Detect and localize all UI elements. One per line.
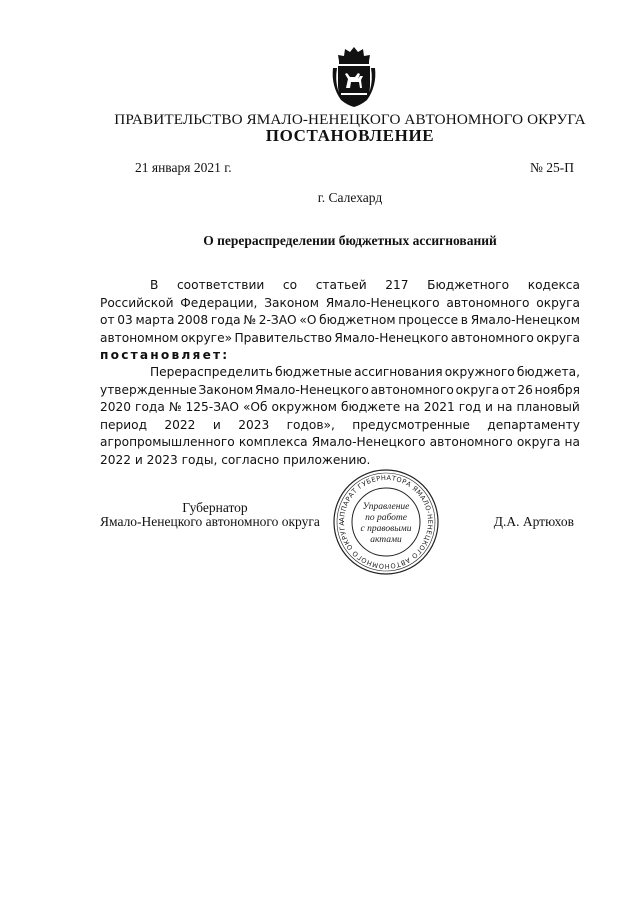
word: Правительство	[234, 330, 332, 345]
word: Ямало-Ненецком	[470, 313, 580, 327]
word: округе»	[180, 330, 233, 345]
word: ассигнования	[354, 365, 443, 379]
word: соответствии	[176, 278, 265, 292]
word: округа	[536, 330, 580, 345]
document-date: 21 января 2021 г.	[135, 160, 232, 175]
preamble-line	[100, 330, 580, 348]
word: округа	[516, 435, 561, 449]
word: автономного	[429, 435, 513, 449]
operative-paragraph	[100, 364, 580, 469]
word: окружном	[271, 400, 337, 414]
word: кодекса	[527, 278, 580, 292]
preamble-line	[100, 312, 580, 330]
word: №	[243, 313, 257, 327]
document-city: г. Салехард	[317, 190, 383, 205]
word: статьей	[315, 278, 367, 292]
document-type-title: ПОСТАНОВЛЕНИЕ	[265, 126, 435, 145]
coat-of-arms-icon	[329, 46, 379, 108]
word: год	[458, 400, 482, 414]
word: автономного	[450, 330, 534, 345]
word: Перераспределить	[150, 365, 273, 379]
signatory-position-title: Губернатор	[182, 500, 248, 515]
word: от	[100, 313, 115, 327]
preamble-paragraph	[100, 277, 580, 365]
stamp-line: Управление	[362, 502, 410, 512]
word: на	[564, 435, 580, 449]
government-name: ПРАВИТЕЛЬСТВО ЯМАЛО-НЕНЕЦКОГО АВТОНОМНОГО ОКРУГА	[114, 111, 586, 128]
word: агропромышленного	[100, 435, 235, 449]
word: на	[496, 400, 513, 414]
operative-line	[100, 399, 580, 417]
preamble-line	[100, 277, 580, 295]
word: округа	[536, 295, 580, 310]
word: и	[212, 417, 221, 432]
word: комплекса	[238, 435, 308, 449]
word: от	[501, 382, 516, 397]
word: 2020	[100, 400, 132, 414]
operative-line	[100, 434, 580, 452]
word: 2023	[238, 417, 270, 432]
word: В	[150, 278, 159, 292]
stamp-center-text	[352, 502, 420, 546]
word: марта	[135, 313, 175, 327]
word: 2008	[177, 313, 209, 327]
stamp-line: по работе	[365, 513, 407, 523]
word: 2-ЗАО	[258, 313, 297, 327]
stamp-ring-text: АППАРАТ ГУБЕРНАТОРА ЯМАЛО-НЕНЕЦКОГО АВТОНОМНОГО ОКРУГА	[337, 473, 435, 571]
word: Законом	[198, 382, 254, 397]
word: автономного	[370, 382, 454, 397]
word: плановый	[516, 400, 580, 414]
document-subject: О перераспределении бюджетных ассигнований	[203, 233, 497, 248]
document-number: № 25-П	[529, 160, 574, 175]
word: бюджетном	[319, 313, 396, 327]
word: Бюджетного	[427, 278, 510, 292]
word: года	[210, 313, 241, 327]
word: окружного	[444, 365, 515, 379]
word: годов»,	[286, 417, 335, 432]
word: в	[460, 313, 468, 327]
signatory-name: Д.А. Артюхов	[493, 514, 574, 529]
word: бюджетные	[275, 365, 352, 379]
word: Ямало-Ненецкого	[325, 295, 440, 310]
word: Ямало-Ненецкого	[334, 330, 449, 345]
operative-line	[100, 364, 580, 382]
word: «Об	[242, 400, 268, 414]
word: со	[282, 278, 298, 292]
word: и	[485, 400, 493, 414]
word: года	[135, 400, 165, 414]
word: 217	[385, 278, 409, 292]
word: 125-ЗАО	[185, 400, 239, 414]
operative-line	[100, 382, 580, 400]
word: «О	[299, 313, 317, 327]
word: 03	[117, 313, 133, 327]
word: утвержденные	[100, 382, 197, 397]
word: ноября	[534, 382, 580, 397]
stamp-line: актами	[370, 535, 402, 545]
word: Ямало-Ненецкого	[311, 435, 426, 449]
word: №	[168, 400, 182, 414]
word: Законом	[264, 295, 319, 310]
word: Ямало-Ненецкого	[255, 382, 369, 397]
word: департаменту	[487, 417, 580, 432]
stamp-line: с правовыми	[360, 524, 412, 534]
word: автономного	[446, 295, 530, 310]
operative-last-line: 2022 и 2023 годы, согласно приложению.	[100, 452, 371, 467]
word: 2022	[164, 417, 196, 432]
word: Российской	[100, 295, 174, 310]
preamble-line	[100, 295, 580, 313]
word: Федерации,	[180, 295, 258, 310]
word: на	[404, 400, 420, 414]
operative-line	[100, 417, 580, 435]
word: 26	[517, 382, 533, 397]
resolves-word: постановляет:	[100, 348, 230, 362]
word: автономном	[100, 330, 179, 345]
word: процессе	[398, 313, 459, 327]
word: бюджете	[340, 400, 401, 414]
word: период	[100, 417, 148, 432]
word: предусмотренные	[352, 417, 470, 432]
signatory-position-region: Ямало-Ненецкого автономного округа	[100, 514, 320, 529]
word: бюджета,	[516, 365, 580, 379]
word: округа	[455, 382, 500, 397]
word: 2021	[423, 400, 455, 414]
